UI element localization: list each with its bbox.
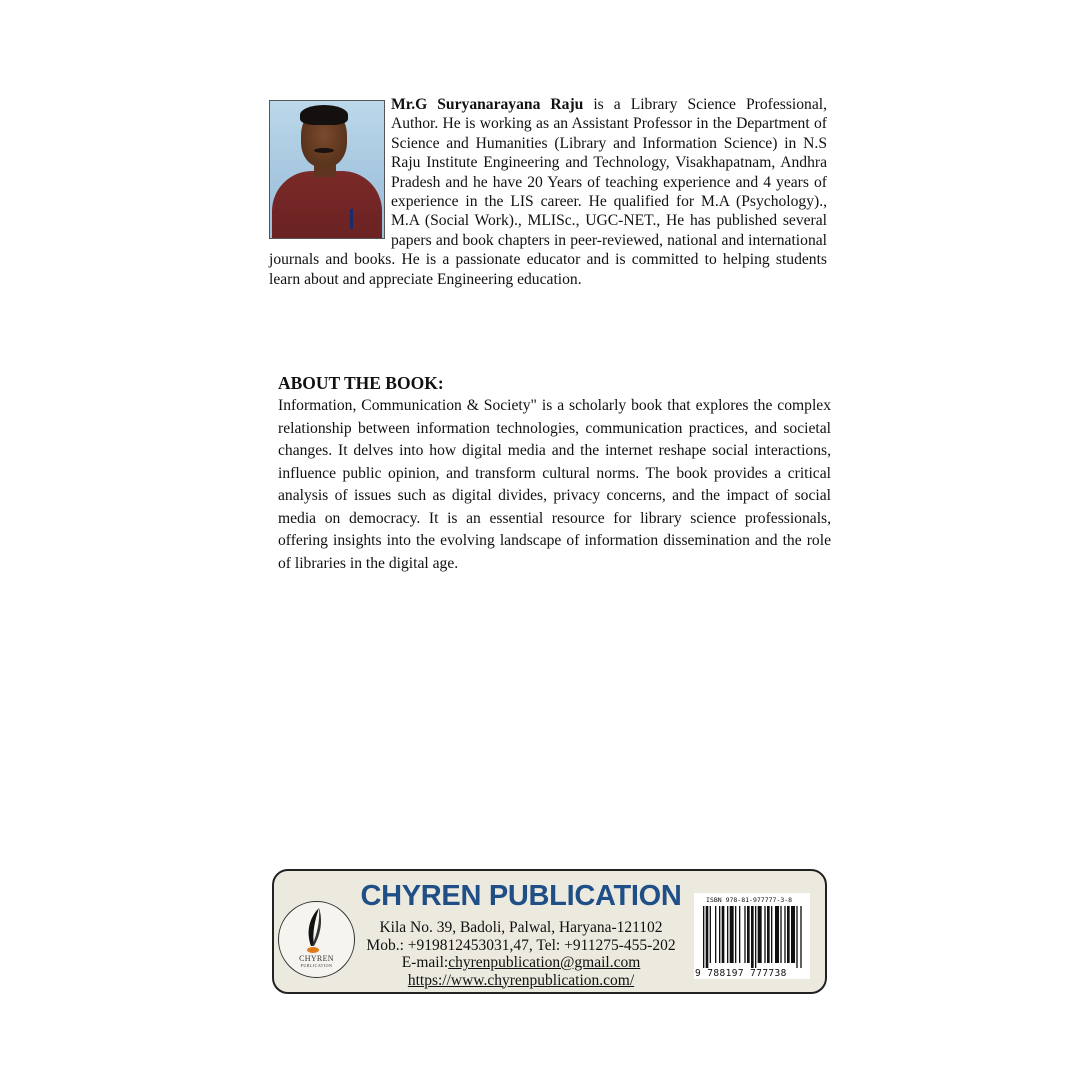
barcode-bar <box>710 906 711 963</box>
barcode-bar <box>791 906 795 963</box>
publisher-contact <box>356 919 686 989</box>
barcode-bar <box>722 906 725 963</box>
barcode-bar <box>780 906 781 963</box>
barcode-bar <box>796 906 797 968</box>
author-bio-section <box>269 95 827 289</box>
barcode-bar <box>744 906 745 963</box>
photo-hair <box>300 105 348 125</box>
photo-pen <box>350 209 353 229</box>
publisher-phone: Mob.: +919812453031,47, Tel: +911275-455-202 <box>366 936 676 954</box>
isbn-label: ISBN 978-81-977777-3-8 <box>706 896 793 904</box>
barcode-bar <box>771 906 772 963</box>
about-body: Information, Communication & Society" is a scholarly book that explores the complex relationship between information technologies, communication practices, and societal changes. It delves into how digital media and the internet reshape social interactions, influence public opinion, and transform cultural norms. The book provides a critical analysis of issues such as digital divides, privacy concerns, and the impact of social media on democracy. It is an essential resource for library science professionals, offering insights into the evolving landscape of information dissemination and the role of libraries in the digital age. <box>278 397 831 572</box>
author-bio: is a Library Science Professional, Author. He is working as an Assistant Professor in the Department of Science and Humanities (Library and Information Science) in N.S Raju Institute Engineering and Technology, Visakhapatnam, Andhra Pradesh and he have 20 Years of teaching experience and 4 years of experience in the LIS career. He qualified for M.A (Psychology)., M.A (Social Work)., MLISc., UGC-NET., He has published several papers and book chapters in peer-reviewed, national and international journals and books. He is a passionate educator and is committed to helping students learn about and appreciate Engineering education. <box>269 96 827 288</box>
barcode-bar <box>747 906 750 963</box>
about-heading: ABOUT THE BOOK: <box>278 373 444 393</box>
barcode-bar <box>787 906 790 963</box>
publisher-email-line <box>356 954 686 972</box>
publisher-website-link[interactable]: https://www.chyrenpublication.com/ <box>407 971 635 989</box>
barcode-bar <box>739 906 740 963</box>
barcode-number: 9 788197 777738 <box>695 968 787 979</box>
publisher-name: CHYREN PUBLICATION <box>360 880 682 912</box>
barcode-bar <box>751 906 754 968</box>
author-name: Mr.G Suryanarayana Raju <box>391 96 584 113</box>
barcode-bar <box>755 906 756 968</box>
barcode-bar <box>706 906 709 968</box>
barcode-bars <box>703 906 803 968</box>
publisher-box <box>272 869 827 994</box>
logo-text: CHYREN <box>299 954 334 963</box>
barcode-bar <box>758 906 762 963</box>
barcode-bar <box>719 906 720 963</box>
barcode-bar <box>730 906 734 963</box>
barcode-bar <box>764 906 765 963</box>
barcode-bar <box>800 906 801 968</box>
barcode-bar <box>767 906 770 963</box>
barcode-bar <box>784 906 785 963</box>
publisher-address: Kila No. 39, Badoli, Palwal, Haryana-121102 <box>379 919 663 936</box>
barcode-bar <box>735 906 736 963</box>
barcode-bar <box>715 906 716 963</box>
publisher-website-line <box>356 972 686 990</box>
barcode-bar <box>727 906 728 963</box>
barcode-bar <box>703 906 704 968</box>
publisher-logo <box>278 901 355 978</box>
publisher-email-link[interactable]: chyrenpublication@gmail.com <box>448 954 641 971</box>
photo-mustache <box>314 148 334 153</box>
isbn-barcode <box>694 893 810 979</box>
photo-shirt <box>272 171 382 239</box>
barcode-bar <box>775 906 779 963</box>
email-prefix: E-mail: <box>401 954 449 971</box>
about-book-section <box>278 372 831 575</box>
logo-subtext: PUBLICATION <box>300 963 333 968</box>
author-photo <box>269 100 385 239</box>
